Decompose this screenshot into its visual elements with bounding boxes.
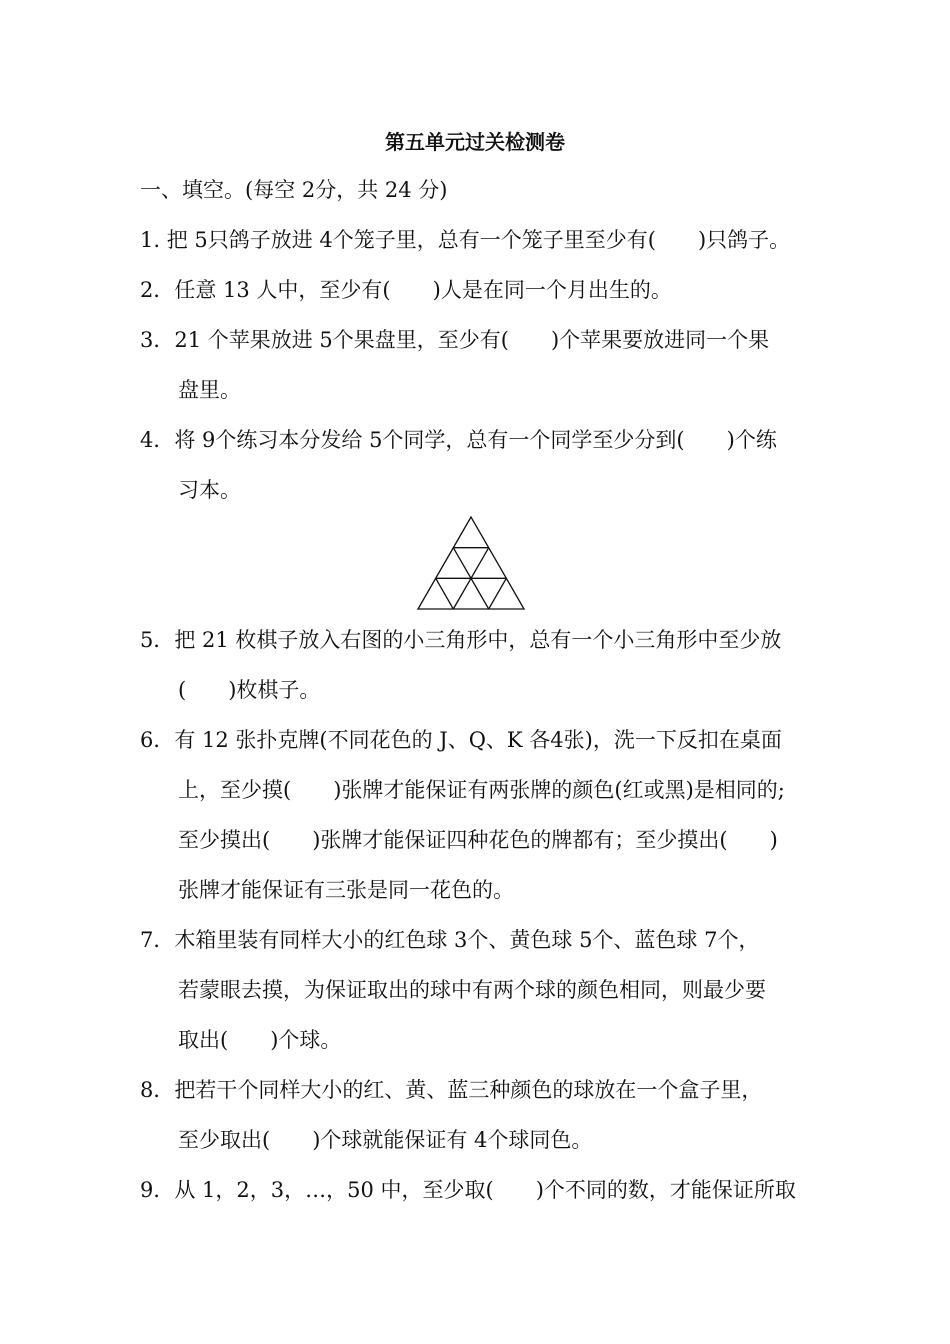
question-4-cont: 习本。 [178, 478, 241, 502]
question-5: 5．把 21 枚棋子放入右图的小三角形中，总有一个小三角形中至少放 [140, 628, 782, 652]
question-7: 7．木箱里装有同样大小的红色球 3个、黄色球 5个、蓝色球 7个， [140, 928, 760, 952]
triangle-grid-figure [416, 515, 526, 611]
question-5-cont: ( )枚棋子。 [178, 678, 321, 702]
question-6-cont: 至少摸出( )张牌才能保证四种花色的牌都有；至少摸出( ) [178, 828, 778, 852]
question-4: 4．将 9个练习本分发给 5个同学，总有一个同学至少分到( )个练 [140, 428, 777, 452]
grid-line [436, 578, 454, 609]
question-7-cont: 若蒙眼去摸，为保证取出的球中有两个球的颜色相同，则最少要 [178, 978, 766, 1002]
question-3-cont: 盘里。 [178, 378, 241, 402]
question-3: 3．21 个苹果放进 5个果盘里，至少有( )个苹果要放进同一个果 [140, 328, 770, 352]
question-9: 9．从 1，2，3，…，50 中，至少取( )个不同的数，才能保证所取 [140, 1178, 796, 1202]
question-8: 8．把若干个同样大小的红、黄、蓝三种颜色的球放在一个盒子里， [140, 1078, 763, 1102]
question-7-cont: 取出( )个球。 [178, 1028, 342, 1052]
question-8-cont: 至少取出( )个球就能保证有 4个球同色。 [178, 1128, 593, 1152]
question-6: 6．有 12 张扑克牌(不同花色的 J、Q、K 各4张)，洗一下反扣在桌面 [140, 728, 782, 752]
page-title: 第五单元过关检测卷 [385, 130, 565, 154]
question-2: 2．任意 13 人中，至少有( )人是在同一个月出生的。 [140, 278, 672, 302]
section-heading: 一、填空。(每空 2分，共 24 分) [140, 178, 448, 202]
question-6-cont: 上，至少摸( )张牌才能保证有两张牌的颜色(红或黑)是相同的; [178, 778, 785, 802]
outer-triangle [418, 517, 524, 609]
grid-line [489, 578, 507, 609]
question-6-cont: 张牌才能保证有三张是同一花色的。 [178, 878, 514, 902]
question-1: 1. 把 5只鸽子放进 4个笼子里，总有一个笼子里至少有( )只鸽子。 [140, 228, 791, 252]
